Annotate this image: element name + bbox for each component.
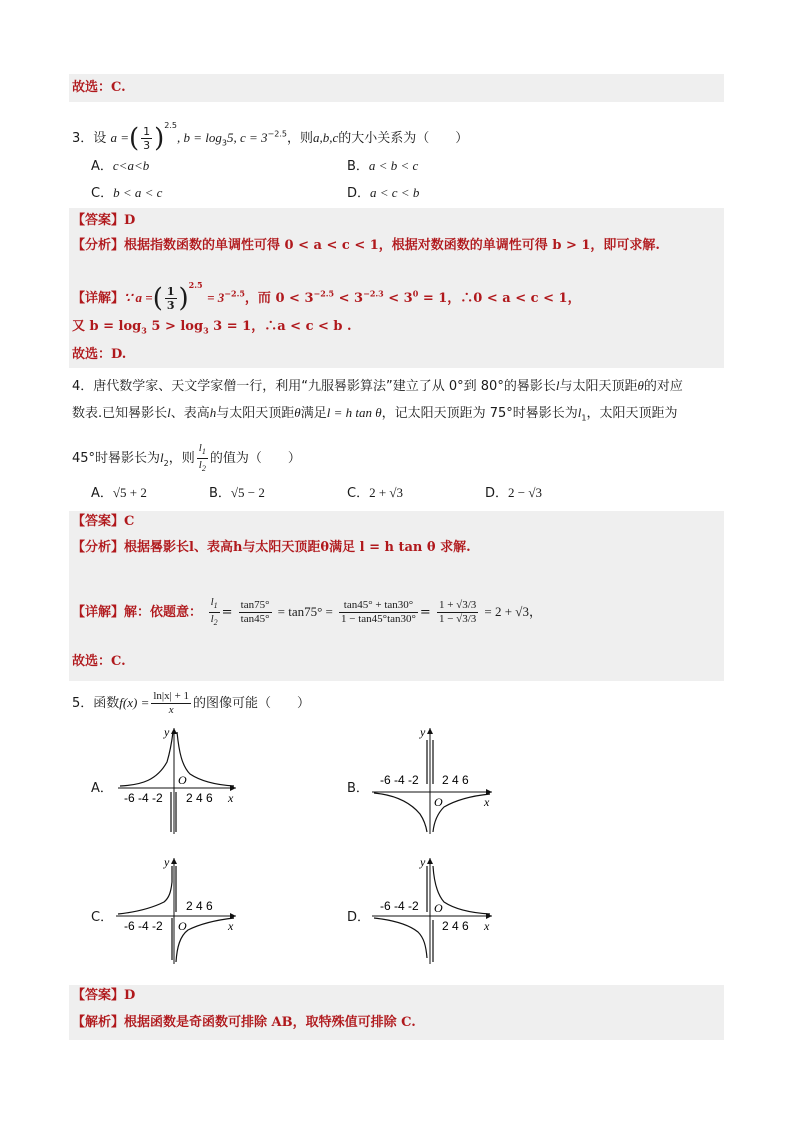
denominator: 1 − tan45°tan30° — [341, 613, 416, 626]
denominator: $l_2$ — [210, 613, 218, 628]
stem-text: 函数 — [93, 696, 120, 711]
y-arrow — [427, 728, 433, 734]
analysis-line — [72, 237, 660, 255]
graph-c[interactable] — [112, 852, 242, 967]
numerator: $l_1$ — [197, 442, 208, 459]
conclusion-text: 故选：C. — [72, 80, 126, 95]
x-label: x — [228, 791, 234, 805]
math-text: < 3 — [334, 291, 364, 306]
denominator: $l_2$ — [198, 459, 206, 474]
math-var: l — [167, 405, 171, 420]
graph-d[interactable] — [370, 852, 500, 967]
question-number: 4． — [72, 379, 94, 394]
pos-ticks: 2 4 6 — [442, 919, 469, 933]
exponent: −2.3 — [363, 288, 384, 299]
analysis-tag: 【解析】 — [72, 1015, 125, 1030]
exponent: −2.5 — [313, 288, 335, 299]
paren: ) — [154, 123, 165, 154]
stem-text: 的对应 — [643, 379, 683, 394]
question-3-stem — [72, 117, 468, 153]
question-5-stem — [72, 690, 310, 717]
option-a[interactable] — [91, 157, 149, 176]
stem-text: 数表.已知晷影长 — [72, 406, 168, 421]
fraction — [165, 285, 177, 312]
analysis-text: 根据函数是奇函数可排除 AB，取特殊值可排除 C. — [124, 1015, 416, 1030]
log-base: 3 — [203, 325, 209, 336]
x-label: x — [228, 919, 234, 933]
origin-label: O — [434, 795, 443, 809]
log-base: 3 — [141, 325, 147, 336]
x-label: x — [484, 919, 490, 933]
detail-tag: 【详解】 — [72, 605, 125, 621]
curve-left — [120, 732, 173, 786]
math-text: < 3 — [383, 291, 413, 306]
paren: ) — [178, 283, 189, 314]
numerator: tan45° + tan30° — [339, 599, 418, 613]
option-label: C． — [347, 486, 370, 501]
exponent: 2.5 — [188, 280, 203, 290]
conclusion-text: 故选：C. — [72, 654, 126, 669]
numerator: 1 — [143, 125, 151, 138]
curve-left — [118, 866, 172, 914]
answer-text: 【答案】D — [72, 213, 136, 228]
math-var: l — [555, 378, 560, 393]
stem-text: ，太阳天顶距为 — [586, 406, 678, 421]
fraction — [197, 442, 208, 475]
math-text: 3 = 1，∴a < c < b . — [208, 319, 352, 334]
y-arrow — [427, 858, 433, 864]
question-4-line-2 — [72, 404, 678, 428]
neg-ticks: -6 -4 -2 — [124, 791, 163, 805]
math-text: = 1，∴0 < a < c < 1， — [418, 291, 581, 306]
y-arrow — [171, 728, 177, 734]
neg-ticks: -6 -4 -2 — [380, 773, 419, 787]
stem-text: 、表高 — [170, 406, 210, 421]
result-text: = 2 + √3， — [484, 604, 542, 620]
option-label: D． — [485, 486, 509, 501]
math-text: 5 > log — [146, 319, 204, 334]
numerator: ln|x| + 1 — [153, 690, 190, 702]
option-text: a < c < b — [370, 185, 420, 200]
option-label: D． — [347, 186, 371, 201]
x-label: x — [484, 795, 490, 809]
math-text: ∵ a = — [124, 290, 153, 305]
variables: a,b,c — [313, 130, 339, 145]
exponent: 0 — [412, 288, 419, 299]
fraction — [437, 599, 478, 626]
denominator: 3 — [143, 139, 151, 152]
option-d[interactable] — [485, 484, 542, 503]
curve-left — [374, 793, 427, 832]
math-text: = 3 — [207, 290, 225, 305]
exponent: 2.5 — [164, 121, 178, 130]
analysis-line — [72, 539, 471, 557]
option-text: √5 + 2 — [112, 485, 147, 500]
option-label: C． — [91, 186, 114, 201]
neg-ticks: -6 -4 -2 — [380, 899, 419, 913]
option-a[interactable] — [91, 484, 147, 503]
log-base: 3 — [221, 138, 227, 148]
numerator: 1 + √3/3 — [438, 599, 477, 612]
option-text: a < b < c — [368, 158, 419, 173]
math-c: 5, c = 3 — [227, 130, 268, 145]
graph-option-d-label[interactable]: D． — [347, 910, 371, 925]
graph-b[interactable] — [370, 722, 500, 837]
math-var: θ — [294, 405, 301, 420]
analysis-tag: 【分析】 — [72, 238, 125, 253]
option-label: B． — [209, 486, 231, 501]
option-text: b < a < c — [113, 185, 163, 200]
fraction — [209, 596, 220, 629]
stem-text: ，则 — [168, 451, 195, 467]
stem-text: 设 — [93, 131, 107, 146]
question-number: 5． — [72, 696, 94, 711]
stem-text: 45°时晷影长为 — [72, 451, 161, 467]
fraction — [239, 599, 272, 626]
pos-ticks: 2 4 6 — [442, 773, 469, 787]
fraction — [151, 690, 191, 717]
solution-band — [69, 74, 724, 102]
math-var: l — [577, 405, 582, 420]
option-text: 2 − √3 — [508, 485, 542, 500]
answer-text: 【答案】C — [72, 514, 135, 529]
stem-text: 与太阳天顶距 — [216, 406, 295, 421]
detail-line — [72, 596, 542, 629]
analysis-text: 根据晷影长l、表高h与太阳天顶距θ满足 l = h tan θ 求解. — [124, 540, 471, 555]
option-c[interactable] — [347, 484, 403, 503]
detail-line-2 — [72, 318, 352, 340]
denominator: 1 − √3/3 — [438, 613, 477, 626]
detail-tag: 【详解】 — [72, 291, 125, 306]
formula: $\frac{l_1}{l_2}$ = $\frac{\tan 75^\circ}{\tan 45^\circ}$ = tan75° = $\frac{\tan 45^\circ + \tan 30^\circ}{1 - \tan 45^\circ\tan 30^\circ}$ = $\frac{1 + √3/3}{1 - √3/3}$ = 2 + √3， — [210, 596, 542, 628]
question-number: 3． — [72, 131, 94, 146]
denominator: x — [168, 704, 174, 716]
y-label: y — [164, 725, 170, 739]
origin-label: O — [178, 773, 187, 787]
numerator: 1 — [166, 285, 175, 298]
subscript: 1 — [581, 413, 587, 423]
paren: ( — [152, 283, 163, 314]
math-var: h — [209, 405, 217, 420]
option-label: A． — [91, 486, 113, 501]
equation-text: = tan75° = — [277, 604, 333, 620]
pos-ticks: 2 4 6 — [186, 899, 213, 913]
curve-left — [374, 918, 427, 958]
math-fx: f(x) = — [119, 695, 150, 710]
option-d[interactable] — [347, 184, 419, 203]
stem-text: 与太阳天顶距 — [559, 379, 638, 394]
math-b: , b = log — [177, 130, 222, 145]
analysis-line — [72, 1014, 416, 1032]
detail-intro: 解：依题意： — [124, 605, 203, 621]
stem-text: 唐代数学家、天文学家僧一行，利用“九服晷影算法”建立了从 0°到 80°的晷影长 — [93, 379, 556, 394]
pos-ticks: 2 4 6 — [186, 791, 213, 805]
conclusion-text: 故选：D. — [72, 347, 127, 362]
stem-text: ，则 — [286, 131, 313, 146]
detail-line — [72, 276, 581, 312]
math-var: θ — [637, 378, 644, 393]
origin-label: O — [178, 919, 187, 933]
question-4-line-3 — [72, 442, 301, 475]
denominator: 3 — [166, 299, 175, 312]
formula: l = h tan θ — [326, 405, 382, 420]
stem-text: 的值为（ ） — [209, 451, 301, 467]
numerator: tan75° — [240, 599, 270, 612]
subscript: 2 — [163, 458, 169, 468]
option-b[interactable] — [209, 484, 265, 503]
graph-a[interactable] — [112, 722, 242, 837]
question-4-line-1 — [72, 377, 683, 396]
paren: ( — [128, 123, 140, 154]
analysis-text: 根据指数函数的单调性可得 0 < a < c < 1，根据对数函数的单调性可得 b > 1，即可求解. — [124, 238, 660, 253]
option-text: c<a<b — [112, 158, 150, 173]
exponent: −2.5 — [224, 288, 245, 299]
option-label: A． — [91, 159, 113, 174]
graph-option-c-label[interactable]: C． — [91, 910, 114, 925]
y-label: y — [420, 725, 426, 739]
exponent: −2.5 — [267, 129, 287, 139]
y-arrow — [171, 858, 177, 864]
fraction — [339, 599, 418, 626]
math-var: l — [160, 450, 164, 466]
option-c[interactable] — [91, 184, 162, 203]
stem-text: 的大小关系为（ ） — [338, 131, 469, 146]
option-b[interactable] — [347, 157, 418, 176]
stem-text: 的图像可能（ ） — [193, 696, 311, 711]
numerator: $l_1$ — [209, 596, 220, 613]
graph-option-a-label[interactable]: A． — [91, 781, 113, 796]
denominator: tan45° — [240, 613, 270, 626]
origin-label: O — [434, 901, 443, 915]
neg-ticks: -6 -4 -2 — [124, 919, 163, 933]
option-label: B． — [347, 159, 369, 174]
graph-option-b-label[interactable]: B． — [347, 781, 369, 796]
math-text: 又 b = log — [72, 319, 142, 334]
fraction — [141, 125, 152, 152]
stem-text: 满足 — [300, 406, 327, 421]
math-a: a = — [110, 130, 129, 145]
math-text: ，而 0 < 3 — [244, 291, 314, 306]
answer-text: 【答案】D — [72, 988, 136, 1003]
y-label: y — [164, 855, 170, 869]
y-label: y — [420, 855, 426, 869]
option-text: √5 − 2 — [230, 485, 265, 500]
option-text: 2 + √3 — [369, 485, 404, 500]
stem-text: ，记太阳天顶距为 75°时晷影长为 — [381, 406, 578, 421]
analysis-tag: 【分析】 — [72, 540, 125, 555]
